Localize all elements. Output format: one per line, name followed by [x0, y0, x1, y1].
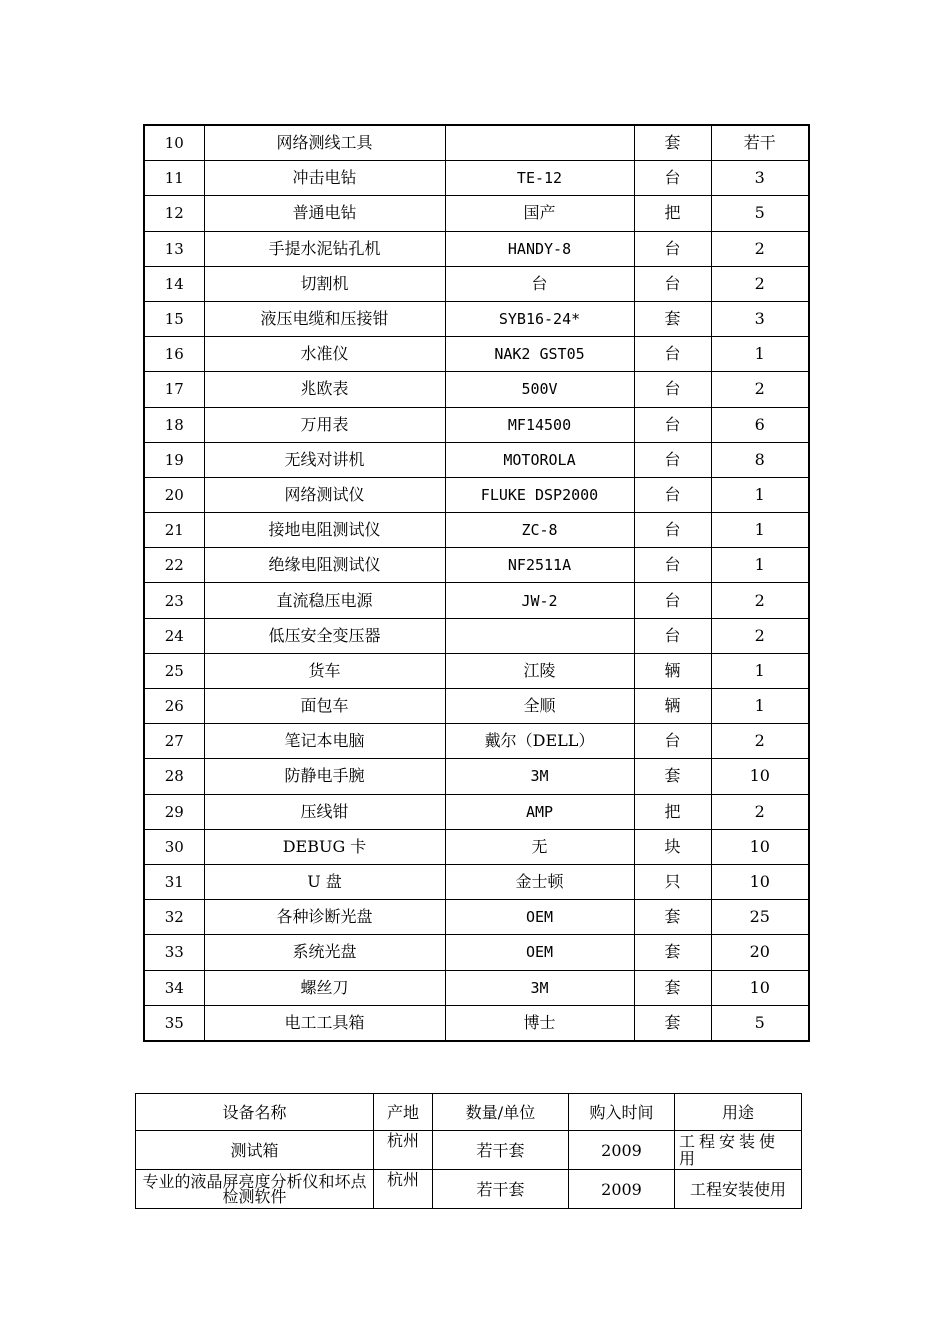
tools-table-body [144, 125, 809, 1041]
tool-name: 压线钳 [204, 794, 445, 829]
tool-unit: 台 [634, 513, 711, 548]
tool-unit: 台 [634, 548, 711, 583]
tool-quantity: 5 [711, 1005, 809, 1041]
tool-number: 28 [144, 759, 204, 794]
tool-unit: 台 [634, 583, 711, 618]
header-origin: 产地 [374, 1094, 433, 1131]
tool-unit: 套 [634, 301, 711, 336]
tool-number: 24 [144, 618, 204, 653]
tool-row [144, 231, 809, 266]
tool-row [144, 970, 809, 1005]
tool-row [144, 935, 809, 970]
tool-number: 34 [144, 970, 204, 1005]
tool-name: 笔记本电脑 [204, 724, 445, 759]
tool-number: 15 [144, 301, 204, 336]
tool-number: 21 [144, 513, 204, 548]
tool-row [144, 548, 809, 583]
tool-number: 22 [144, 548, 204, 583]
tool-row [144, 196, 809, 231]
tool-unit: 块 [634, 829, 711, 864]
tool-quantity: 1 [711, 653, 809, 688]
tool-row [144, 125, 809, 161]
tool-quantity: 10 [711, 829, 809, 864]
header-quantity-unit: 数量/单位 [433, 1094, 569, 1131]
tool-unit: 辆 [634, 689, 711, 724]
tool-quantity: 3 [711, 301, 809, 336]
tool-name: 接地电阻测试仪 [204, 513, 445, 548]
tool-quantity: 1 [711, 689, 809, 724]
tool-unit: 套 [634, 900, 711, 935]
tool-unit: 台 [634, 442, 711, 477]
tool-number: 17 [144, 372, 204, 407]
tool-number: 32 [144, 900, 204, 935]
tool-unit: 套 [634, 935, 711, 970]
header-purpose: 用途 [675, 1094, 802, 1131]
tool-unit: 辆 [634, 653, 711, 688]
tool-unit: 台 [634, 407, 711, 442]
tool-unit: 台 [634, 161, 711, 196]
tool-row [144, 337, 809, 372]
tool-row [144, 161, 809, 196]
tool-quantity: 2 [711, 618, 809, 653]
tool-number: 26 [144, 689, 204, 724]
equipment-table [135, 1093, 802, 1209]
equipment-purpose: 工程安装使用 [675, 1131, 802, 1170]
tool-name: DEBUG 卡 [204, 829, 445, 864]
tool-row [144, 618, 809, 653]
tool-quantity: 若干 [711, 125, 809, 161]
tool-name: 各种诊断光盘 [204, 900, 445, 935]
equipment-name: 测试箱 [136, 1131, 374, 1170]
tool-name: 无线对讲机 [204, 442, 445, 477]
tool-number: 31 [144, 864, 204, 899]
tool-name: 兆欧表 [204, 372, 445, 407]
tool-name: 网络测试仪 [204, 477, 445, 512]
tool-model: 金士顿 [445, 864, 634, 899]
tool-model: ZC-8 [445, 513, 634, 548]
equipment-origin: 杭州 [374, 1170, 433, 1209]
tool-row [144, 301, 809, 336]
tool-model: 无 [445, 829, 634, 864]
tool-name: U 盘 [204, 864, 445, 899]
tool-model: 博士 [445, 1005, 634, 1041]
tool-name: 防静电手腕 [204, 759, 445, 794]
tool-number: 19 [144, 442, 204, 477]
tool-row [144, 442, 809, 477]
tool-model: 全顺 [445, 689, 634, 724]
tool-quantity: 6 [711, 407, 809, 442]
tool-unit: 把 [634, 196, 711, 231]
equipment-purchase-date: 2009 [569, 1170, 675, 1209]
tool-name: 螺丝刀 [204, 970, 445, 1005]
tool-name: 网络测线工具 [204, 125, 445, 161]
equipment-header-row [136, 1094, 802, 1131]
tool-number: 16 [144, 337, 204, 372]
equipment-name: 专业的液晶屏亮度分析仪和坏点检测软件 [136, 1170, 374, 1209]
tool-model: FLUKE DSP2000 [445, 477, 634, 512]
tool-name: 普通电钻 [204, 196, 445, 231]
tool-quantity: 20 [711, 935, 809, 970]
tool-name: 货车 [204, 653, 445, 688]
tool-unit: 台 [634, 618, 711, 653]
tool-number: 18 [144, 407, 204, 442]
tool-number: 11 [144, 161, 204, 196]
tool-number: 27 [144, 724, 204, 759]
tool-quantity: 2 [711, 794, 809, 829]
tool-name: 水准仪 [204, 337, 445, 372]
tool-quantity: 1 [711, 548, 809, 583]
tool-model: MF14500 [445, 407, 634, 442]
tool-quantity: 1 [711, 513, 809, 548]
tool-name: 系统光盘 [204, 935, 445, 970]
tool-row [144, 724, 809, 759]
tool-number: 20 [144, 477, 204, 512]
tool-unit: 台 [634, 477, 711, 512]
tool-row [144, 583, 809, 618]
equipment-origin: 杭州 [374, 1131, 433, 1170]
tool-unit: 把 [634, 794, 711, 829]
tool-name: 电工工具箱 [204, 1005, 445, 1041]
tool-model: JW-2 [445, 583, 634, 618]
tool-name: 直流稳压电源 [204, 583, 445, 618]
tool-row [144, 829, 809, 864]
tool-quantity: 1 [711, 477, 809, 512]
tool-quantity: 2 [711, 231, 809, 266]
tool-number: 10 [144, 125, 204, 161]
tool-model: NAK2 GST05 [445, 337, 634, 372]
tool-model [445, 125, 634, 161]
tool-model: OEM [445, 900, 634, 935]
tool-model: HANDY-8 [445, 231, 634, 266]
equipment-row [136, 1170, 802, 1209]
tool-name: 绝缘电阻测试仪 [204, 548, 445, 583]
tool-model: MOTOROLA [445, 442, 634, 477]
tool-row [144, 759, 809, 794]
tool-quantity: 8 [711, 442, 809, 477]
tool-model: 500V [445, 372, 634, 407]
tools-table [143, 124, 810, 1042]
tool-number: 35 [144, 1005, 204, 1041]
tool-unit: 套 [634, 1005, 711, 1041]
tool-row [144, 653, 809, 688]
tool-name: 手提水泥钻孔机 [204, 231, 445, 266]
header-equipment-name: 设备名称 [136, 1094, 374, 1131]
tool-model: 戴尔（DELL） [445, 724, 634, 759]
tool-unit: 台 [634, 337, 711, 372]
tool-row [144, 477, 809, 512]
tool-number: 29 [144, 794, 204, 829]
tool-quantity: 10 [711, 864, 809, 899]
tool-number: 13 [144, 231, 204, 266]
tool-name: 万用表 [204, 407, 445, 442]
tool-quantity: 2 [711, 372, 809, 407]
tool-model: OEM [445, 935, 634, 970]
tool-row [144, 794, 809, 829]
tool-row [144, 372, 809, 407]
tool-model [445, 618, 634, 653]
tool-model: AMP [445, 794, 634, 829]
tool-number: 25 [144, 653, 204, 688]
tool-name: 低压安全变压器 [204, 618, 445, 653]
equipment-quantity: 若干套 [433, 1170, 569, 1209]
equipment-quantity: 若干套 [433, 1131, 569, 1170]
tool-quantity: 2 [711, 266, 809, 301]
tool-number: 12 [144, 196, 204, 231]
tool-name: 面包车 [204, 689, 445, 724]
tool-model: 国产 [445, 196, 634, 231]
tool-row [144, 407, 809, 442]
tool-model: 3M [445, 970, 634, 1005]
tool-unit: 台 [634, 724, 711, 759]
tool-unit: 只 [634, 864, 711, 899]
header-purchase-date: 购入时间 [569, 1094, 675, 1131]
tool-name: 液压电缆和压接钳 [204, 301, 445, 336]
equipment-purchase-date: 2009 [569, 1131, 675, 1170]
tool-name: 冲击电钻 [204, 161, 445, 196]
equipment-row [136, 1131, 802, 1170]
tool-unit: 台 [634, 231, 711, 266]
tool-quantity: 10 [711, 759, 809, 794]
tool-quantity: 2 [711, 583, 809, 618]
tool-quantity: 5 [711, 196, 809, 231]
tool-unit: 套 [634, 125, 711, 161]
tool-unit: 套 [634, 970, 711, 1005]
tool-number: 33 [144, 935, 204, 970]
tool-model: 江陵 [445, 653, 634, 688]
tool-unit: 套 [634, 759, 711, 794]
tool-quantity: 1 [711, 337, 809, 372]
equipment-purpose: 工程安装使用 [675, 1170, 802, 1209]
tool-unit: 台 [634, 266, 711, 301]
tool-model: NF2511A [445, 548, 634, 583]
tool-number: 23 [144, 583, 204, 618]
tool-model: 3M [445, 759, 634, 794]
tool-row [144, 900, 809, 935]
tool-quantity: 25 [711, 900, 809, 935]
tool-number: 30 [144, 829, 204, 864]
tool-quantity: 2 [711, 724, 809, 759]
tool-unit: 台 [634, 372, 711, 407]
tool-quantity: 3 [711, 161, 809, 196]
tool-name: 切割机 [204, 266, 445, 301]
tool-quantity: 10 [711, 970, 809, 1005]
tool-row [144, 689, 809, 724]
tool-row [144, 1005, 809, 1041]
tool-row [144, 266, 809, 301]
tool-number: 14 [144, 266, 204, 301]
tool-row [144, 513, 809, 548]
tool-row [144, 864, 809, 899]
tool-model: TE-12 [445, 161, 634, 196]
tool-model: 台 [445, 266, 634, 301]
tool-model: SYB16-24* [445, 301, 634, 336]
